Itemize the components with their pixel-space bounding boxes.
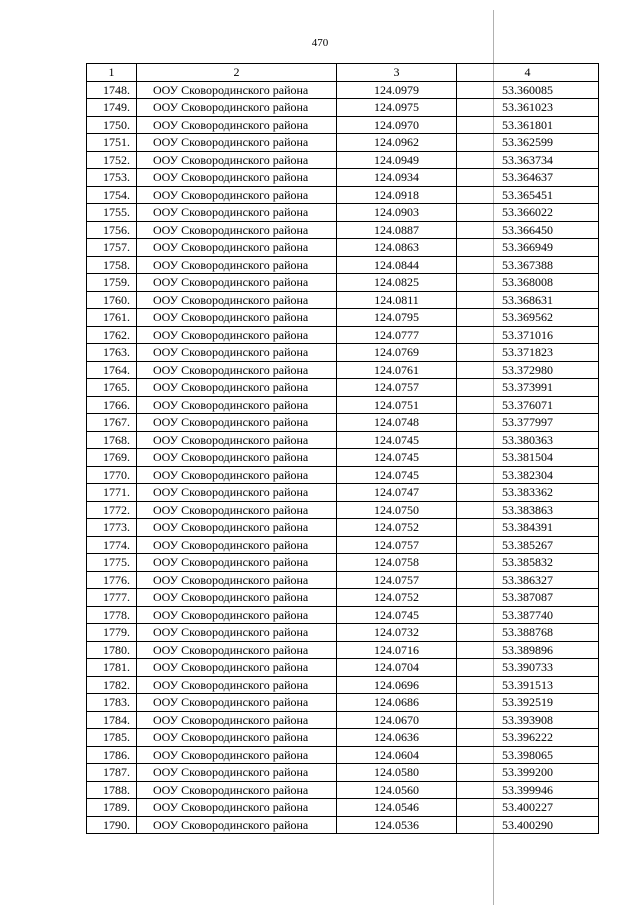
table-row xyxy=(87,81,599,99)
table-row xyxy=(87,799,599,817)
row-number-cell: 1761. xyxy=(87,309,137,327)
table-row xyxy=(87,309,599,327)
latitude-cell: 53.373991 xyxy=(457,379,599,397)
row-number-cell: 1751. xyxy=(87,134,137,152)
longitude-cell: 124.0975 xyxy=(337,99,457,117)
table-row xyxy=(87,624,599,642)
row-number-cell: 1769. xyxy=(87,449,137,467)
latitude-cell: 53.365451 xyxy=(457,186,599,204)
row-number-cell: 1774. xyxy=(87,536,137,554)
row-number-cell: 1772. xyxy=(87,501,137,519)
longitude-cell: 124.0970 xyxy=(337,116,457,134)
latitude-cell: 53.372980 xyxy=(457,361,599,379)
longitude-cell: 124.0536 xyxy=(337,816,457,834)
longitude-cell: 124.0747 xyxy=(337,484,457,502)
organization-cell: ООУ Сковородинского района xyxy=(137,641,337,659)
table-row xyxy=(87,344,599,362)
organization-cell: ООУ Сковородинского района xyxy=(137,414,337,432)
row-number-cell: 1781. xyxy=(87,659,137,677)
table-row xyxy=(87,711,599,729)
table-row xyxy=(87,256,599,274)
latitude-cell: 53.369562 xyxy=(457,309,599,327)
table-row xyxy=(87,291,599,309)
table-row xyxy=(87,781,599,799)
organization-cell: ООУ Сковородинского района xyxy=(137,431,337,449)
latitude-cell: 53.400290 xyxy=(457,816,599,834)
longitude-cell: 124.0811 xyxy=(337,291,457,309)
latitude-cell: 53.376071 xyxy=(457,396,599,414)
row-number-cell: 1767. xyxy=(87,414,137,432)
longitude-cell: 124.0979 xyxy=(337,81,457,99)
latitude-cell: 53.386327 xyxy=(457,571,599,589)
table-row xyxy=(87,379,599,397)
table-row xyxy=(87,151,599,169)
longitude-cell: 124.0716 xyxy=(337,641,457,659)
longitude-cell: 124.0761 xyxy=(337,361,457,379)
table-row xyxy=(87,99,599,117)
row-number-cell: 1765. xyxy=(87,379,137,397)
row-number-cell: 1763. xyxy=(87,344,137,362)
latitude-cell: 53.384391 xyxy=(457,519,599,537)
row-number-cell: 1773. xyxy=(87,519,137,537)
longitude-cell: 124.0580 xyxy=(337,764,457,782)
longitude-cell: 124.0844 xyxy=(337,256,457,274)
organization-cell: ООУ Сковородинского района xyxy=(137,764,337,782)
table-row xyxy=(87,519,599,537)
latitude-cell: 53.390733 xyxy=(457,659,599,677)
longitude-cell: 124.0825 xyxy=(337,274,457,292)
latitude-cell: 53.363734 xyxy=(457,151,599,169)
organization-cell: ООУ Сковородинского района xyxy=(137,606,337,624)
longitude-cell: 124.0636 xyxy=(337,729,457,747)
table-row xyxy=(87,746,599,764)
row-number-cell: 1775. xyxy=(87,554,137,572)
organization-cell: ООУ Сковородинского района xyxy=(137,274,337,292)
table-row xyxy=(87,466,599,484)
row-number-cell: 1783. xyxy=(87,694,137,712)
row-number-cell: 1790. xyxy=(87,816,137,834)
table-row xyxy=(87,641,599,659)
latitude-cell: 53.392519 xyxy=(457,694,599,712)
organization-cell: ООУ Сковородинского района xyxy=(137,536,337,554)
longitude-cell: 124.0863 xyxy=(337,239,457,257)
longitude-cell: 124.0757 xyxy=(337,379,457,397)
table-row xyxy=(87,764,599,782)
row-number-cell: 1780. xyxy=(87,641,137,659)
header-cell-4: 4 xyxy=(457,64,599,82)
organization-cell: ООУ Сковородинского района xyxy=(137,571,337,589)
organization-cell: ООУ Сковородинского района xyxy=(137,134,337,152)
organization-cell: ООУ Сковородинского района xyxy=(137,186,337,204)
longitude-cell: 124.0949 xyxy=(337,151,457,169)
organization-cell: ООУ Сковородинского района xyxy=(137,466,337,484)
longitude-cell: 124.0745 xyxy=(337,466,457,484)
table-row xyxy=(87,659,599,677)
row-number-cell: 1768. xyxy=(87,431,137,449)
latitude-cell: 53.371016 xyxy=(457,326,599,344)
longitude-cell: 124.0745 xyxy=(337,449,457,467)
row-number-cell: 1748. xyxy=(87,81,137,99)
row-number-cell: 1749. xyxy=(87,99,137,117)
longitude-cell: 124.0750 xyxy=(337,501,457,519)
row-number-cell: 1754. xyxy=(87,186,137,204)
organization-cell: ООУ Сковородинского района xyxy=(137,449,337,467)
organization-cell: ООУ Сковородинского района xyxy=(137,204,337,222)
organization-cell: ООУ Сковородинского района xyxy=(137,221,337,239)
longitude-cell: 124.0751 xyxy=(337,396,457,414)
row-number-cell: 1753. xyxy=(87,169,137,187)
row-number-cell: 1755. xyxy=(87,204,137,222)
organization-cell: ООУ Сковородинского района xyxy=(137,326,337,344)
latitude-cell: 53.381504 xyxy=(457,449,599,467)
row-number-cell: 1777. xyxy=(87,589,137,607)
organization-cell: ООУ Сковородинского района xyxy=(137,256,337,274)
longitude-cell: 124.0670 xyxy=(337,711,457,729)
organization-cell: ООУ Сковородинского района xyxy=(137,379,337,397)
header-cell-2: 2 xyxy=(137,64,337,82)
organization-cell: ООУ Сковородинского района xyxy=(137,519,337,537)
row-number-cell: 1782. xyxy=(87,676,137,694)
latitude-cell: 53.389896 xyxy=(457,641,599,659)
organization-cell: ООУ Сковородинского района xyxy=(137,589,337,607)
table-row xyxy=(87,169,599,187)
latitude-cell: 53.399200 xyxy=(457,764,599,782)
row-number-cell: 1762. xyxy=(87,326,137,344)
latitude-cell: 53.388768 xyxy=(457,624,599,642)
organization-cell: ООУ Сковородинского района xyxy=(137,501,337,519)
table-row xyxy=(87,116,599,134)
row-number-cell: 1785. xyxy=(87,729,137,747)
longitude-cell: 124.0934 xyxy=(337,169,457,187)
organization-cell: ООУ Сковородинского района xyxy=(137,99,337,117)
table-row xyxy=(87,431,599,449)
table-row xyxy=(87,501,599,519)
organization-cell: ООУ Сковородинского района xyxy=(137,554,337,572)
longitude-cell: 124.0903 xyxy=(337,204,457,222)
longitude-cell: 124.0777 xyxy=(337,326,457,344)
latitude-cell: 53.396222 xyxy=(457,729,599,747)
latitude-cell: 53.366450 xyxy=(457,221,599,239)
table-row xyxy=(87,536,599,554)
longitude-cell: 124.0752 xyxy=(337,519,457,537)
longitude-cell: 124.0769 xyxy=(337,344,457,362)
organization-cell: ООУ Сковородинского района xyxy=(137,484,337,502)
organization-cell: ООУ Сковородинского района xyxy=(137,291,337,309)
row-number-cell: 1764. xyxy=(87,361,137,379)
latitude-cell: 53.361801 xyxy=(457,116,599,134)
latitude-cell: 53.391513 xyxy=(457,676,599,694)
row-number-cell: 1788. xyxy=(87,781,137,799)
organization-cell: ООУ Сковородинского района xyxy=(137,309,337,327)
latitude-cell: 53.366022 xyxy=(457,204,599,222)
longitude-cell: 124.0732 xyxy=(337,624,457,642)
row-number-cell: 1771. xyxy=(87,484,137,502)
row-number-cell: 1770. xyxy=(87,466,137,484)
organization-cell: ООУ Сковородинского района xyxy=(137,169,337,187)
table-row xyxy=(87,606,599,624)
row-number-cell: 1759. xyxy=(87,274,137,292)
table-row xyxy=(87,221,599,239)
table-row xyxy=(87,396,599,414)
table-row xyxy=(87,414,599,432)
longitude-cell: 124.0604 xyxy=(337,746,457,764)
table-row xyxy=(87,239,599,257)
row-number-cell: 1756. xyxy=(87,221,137,239)
row-number-cell: 1779. xyxy=(87,624,137,642)
table-row xyxy=(87,729,599,747)
organization-cell: ООУ Сковородинского района xyxy=(137,781,337,799)
organization-cell: ООУ Сковородинского района xyxy=(137,151,337,169)
organization-cell: ООУ Сковородинского района xyxy=(137,729,337,747)
table-row xyxy=(87,274,599,292)
latitude-cell: 53.398065 xyxy=(457,746,599,764)
longitude-cell: 124.0745 xyxy=(337,431,457,449)
longitude-cell: 124.0748 xyxy=(337,414,457,432)
organization-cell: ООУ Сковородинского района xyxy=(137,361,337,379)
organization-cell: ООУ Сковородинского района xyxy=(137,711,337,729)
longitude-cell: 124.0745 xyxy=(337,606,457,624)
latitude-cell: 53.368008 xyxy=(457,274,599,292)
row-number-cell: 1760. xyxy=(87,291,137,309)
latitude-cell: 53.385267 xyxy=(457,536,599,554)
table-row xyxy=(87,361,599,379)
header-cell-3: 3 xyxy=(337,64,457,82)
row-number-cell: 1750. xyxy=(87,116,137,134)
organization-cell: ООУ Сковородинского района xyxy=(137,694,337,712)
latitude-cell: 53.382304 xyxy=(457,466,599,484)
latitude-cell: 53.368631 xyxy=(457,291,599,309)
latitude-cell: 53.399946 xyxy=(457,781,599,799)
coordinates-table xyxy=(86,63,599,834)
latitude-cell: 53.387740 xyxy=(457,606,599,624)
table-row xyxy=(87,449,599,467)
longitude-cell: 124.0757 xyxy=(337,536,457,554)
organization-cell: ООУ Сковородинского района xyxy=(137,344,337,362)
organization-cell: ООУ Сковородинского района xyxy=(137,396,337,414)
latitude-cell: 53.383863 xyxy=(457,501,599,519)
row-number-cell: 1786. xyxy=(87,746,137,764)
longitude-cell: 124.0752 xyxy=(337,589,457,607)
longitude-cell: 124.0887 xyxy=(337,221,457,239)
row-number-cell: 1757. xyxy=(87,239,137,257)
table-row xyxy=(87,816,599,834)
organization-cell: ООУ Сковородинского района xyxy=(137,659,337,677)
table-row xyxy=(87,571,599,589)
latitude-cell: 53.362599 xyxy=(457,134,599,152)
organization-cell: ООУ Сковородинского района xyxy=(137,239,337,257)
table-row xyxy=(87,186,599,204)
longitude-cell: 124.0918 xyxy=(337,186,457,204)
row-number-cell: 1789. xyxy=(87,799,137,817)
latitude-cell: 53.360085 xyxy=(457,81,599,99)
longitude-cell: 124.0546 xyxy=(337,799,457,817)
organization-cell: ООУ Сковородинского района xyxy=(137,676,337,694)
row-number-cell: 1776. xyxy=(87,571,137,589)
organization-cell: ООУ Сковородинского района xyxy=(137,746,337,764)
longitude-cell: 124.0686 xyxy=(337,694,457,712)
latitude-cell: 53.387087 xyxy=(457,589,599,607)
organization-cell: ООУ Сковородинского района xyxy=(137,624,337,642)
latitude-cell: 53.371823 xyxy=(457,344,599,362)
table-row xyxy=(87,694,599,712)
latitude-cell: 53.385832 xyxy=(457,554,599,572)
latitude-cell: 53.393908 xyxy=(457,711,599,729)
page-number: 470 xyxy=(311,37,329,49)
organization-cell: ООУ Сковородинского района xyxy=(137,81,337,99)
organization-cell: ООУ Сковородинского района xyxy=(137,799,337,817)
organization-cell: ООУ Сковородинского района xyxy=(137,816,337,834)
header-cell-1: 1 xyxy=(87,64,137,82)
row-number-cell: 1758. xyxy=(87,256,137,274)
row-number-cell: 1784. xyxy=(87,711,137,729)
table-row xyxy=(87,134,599,152)
longitude-cell: 124.0704 xyxy=(337,659,457,677)
header-row xyxy=(87,64,599,82)
longitude-cell: 124.0795 xyxy=(337,309,457,327)
longitude-cell: 124.0758 xyxy=(337,554,457,572)
table-row xyxy=(87,676,599,694)
longitude-cell: 124.0962 xyxy=(337,134,457,152)
latitude-cell: 53.364637 xyxy=(457,169,599,187)
latitude-cell: 53.367388 xyxy=(457,256,599,274)
table-row xyxy=(87,589,599,607)
latitude-cell: 53.366949 xyxy=(457,239,599,257)
table-row xyxy=(87,326,599,344)
row-number-cell: 1787. xyxy=(87,764,137,782)
row-number-cell: 1766. xyxy=(87,396,137,414)
organization-cell: ООУ Сковородинского района xyxy=(137,116,337,134)
table-row xyxy=(87,204,599,222)
longitude-cell: 124.0560 xyxy=(337,781,457,799)
row-number-cell: 1752. xyxy=(87,151,137,169)
table-row xyxy=(87,484,599,502)
latitude-cell: 53.400227 xyxy=(457,799,599,817)
row-number-cell: 1778. xyxy=(87,606,137,624)
latitude-cell: 53.361023 xyxy=(457,99,599,117)
longitude-cell: 124.0696 xyxy=(337,676,457,694)
longitude-cell: 124.0757 xyxy=(337,571,457,589)
table-body xyxy=(87,81,599,834)
latitude-cell: 53.380363 xyxy=(457,431,599,449)
table-row xyxy=(87,554,599,572)
latitude-cell: 53.377997 xyxy=(457,414,599,432)
latitude-cell: 53.383362 xyxy=(457,484,599,502)
